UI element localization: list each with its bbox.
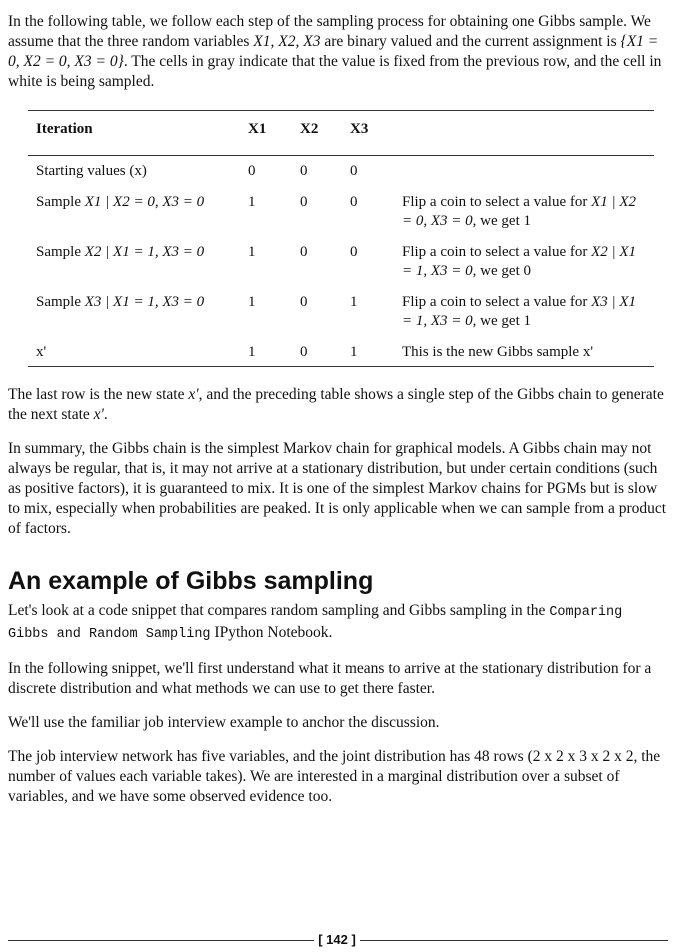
x3-cell: 0	[350, 163, 358, 179]
state-math: x'	[93, 406, 104, 423]
snippet-paragraph: In the following snippet, we'll first understand what it means to arrive at the stationary distribution for a discrete distribution and what methods we can use to get there faster.	[8, 660, 652, 697]
iteration-cell: Starting values (x)	[36, 163, 147, 179]
note-cell: Flip a coin to select a value for X2 | X1 = 1, X3 = 0, we get 0	[402, 244, 637, 279]
section-heading: An example of Gibbs sampling	[8, 567, 374, 595]
table-row	[28, 337, 654, 367]
x3-cell: 0	[350, 244, 358, 260]
intro-text: In the following table, we follow each step of the sampling process for obtaining one Gibbs sample. We assume that the three random variables	[8, 13, 651, 50]
x2-cell: 0	[300, 294, 308, 310]
iteration-cell: Sample X3 | X1 = 1, X3 = 0	[36, 294, 205, 310]
note-cell: This is the new Gibbs sample x'	[394, 337, 654, 367]
page-number: [ 142 ]	[318, 932, 356, 947]
intro-text-2: are binary valued and the current assignment is	[320, 33, 621, 50]
x2-cell: 0	[300, 163, 308, 179]
note-cell	[394, 156, 654, 188]
after-table-paragraph: The last row is the new state x', and the preceding table shows a single step of the Gibbs chain to generate the next state x'.	[8, 386, 664, 423]
notebook-name: Comparing Gibbs and Random Sampling	[8, 605, 623, 642]
x3-cell: 0	[350, 194, 358, 210]
assignment-math: {X1 = 0, X2 = 0, X3 = 0}	[8, 33, 659, 70]
x2-cell: 0	[300, 194, 308, 210]
code-reference-paragraph: Let's look at a code snippet that compares random sampling and Gibbs sampling in the Comparing Gibbs and Random Sampling IPython Notebook.	[8, 602, 623, 642]
intro-text-3: . The cells in gray indicate that the value is fixed from the previous row, and the cell in white is being sampled.	[8, 53, 662, 90]
x3-cell: 1	[350, 294, 358, 310]
page-footer	[8, 930, 668, 950]
example-paragraph: We'll use the familiar job interview example to anchor the discussion.	[8, 714, 440, 731]
iteration-cell: Sample X2 | X1 = 1, X3 = 0	[36, 244, 205, 260]
note-cell: Flip a coin to select a value for X3 | X1 = 1, X3 = 0, we get 1	[402, 294, 637, 329]
table-row	[28, 237, 654, 287]
network-paragraph: The job interview network has five variables, and the joint distribution has 48 rows (2 x 2 x 3 x 2 x 2, the number of values each variable takes). We are interested in a marginal distribution over a subset of variables, and we have some observed evidence too.	[8, 748, 661, 805]
note-cell: Flip a coin to select a value for X1 | X2 = 0, X3 = 0, we get 1	[402, 194, 637, 229]
x2-cell: 0	[292, 337, 342, 367]
iteration-cell: Sample X1 | X2 = 0, X3 = 0	[36, 194, 205, 210]
intro-paragraph	[8, 12, 668, 92]
page-content	[8, 12, 668, 821]
iteration-cell: x'	[28, 337, 240, 367]
state-math: x'	[188, 386, 199, 403]
summary-paragraph: In summary, the Gibbs chain is the simplest Markov chain for graphical models. A Gibbs chain may not always be regular, that is, it may not arrive at a stationary distribution, but under certain conditions (such as positive factors), it is guaranteed to mix. It is one of the simplest Markov chains for PGMs but is slow to mix, especially when probabilities are peaked. It is only applicable when we can sample from a product of factors.	[8, 440, 667, 537]
table-header-row	[28, 111, 654, 156]
x1-cell: 0	[248, 163, 256, 179]
x1-cell: 1	[248, 294, 256, 310]
header-x2: X2	[292, 111, 342, 156]
table-row	[28, 287, 654, 337]
footer-rule-right	[360, 940, 668, 941]
gibbs-steps-table	[28, 110, 654, 367]
x1-cell: 1	[240, 337, 292, 367]
table-row	[28, 187, 654, 237]
header-x1: X1	[240, 111, 292, 156]
header-iteration: Iteration	[28, 111, 240, 156]
footer-rule-left	[8, 940, 314, 941]
header-x3: X3	[342, 111, 394, 156]
x1-cell: 1	[248, 194, 256, 210]
table-row	[28, 156, 654, 188]
header-note	[394, 111, 654, 156]
x1-cell: 1	[248, 244, 256, 260]
x2-cell: 0	[300, 244, 308, 260]
x3-cell: 1	[342, 337, 394, 367]
variables-math: X1, X2, X3	[253, 33, 321, 50]
